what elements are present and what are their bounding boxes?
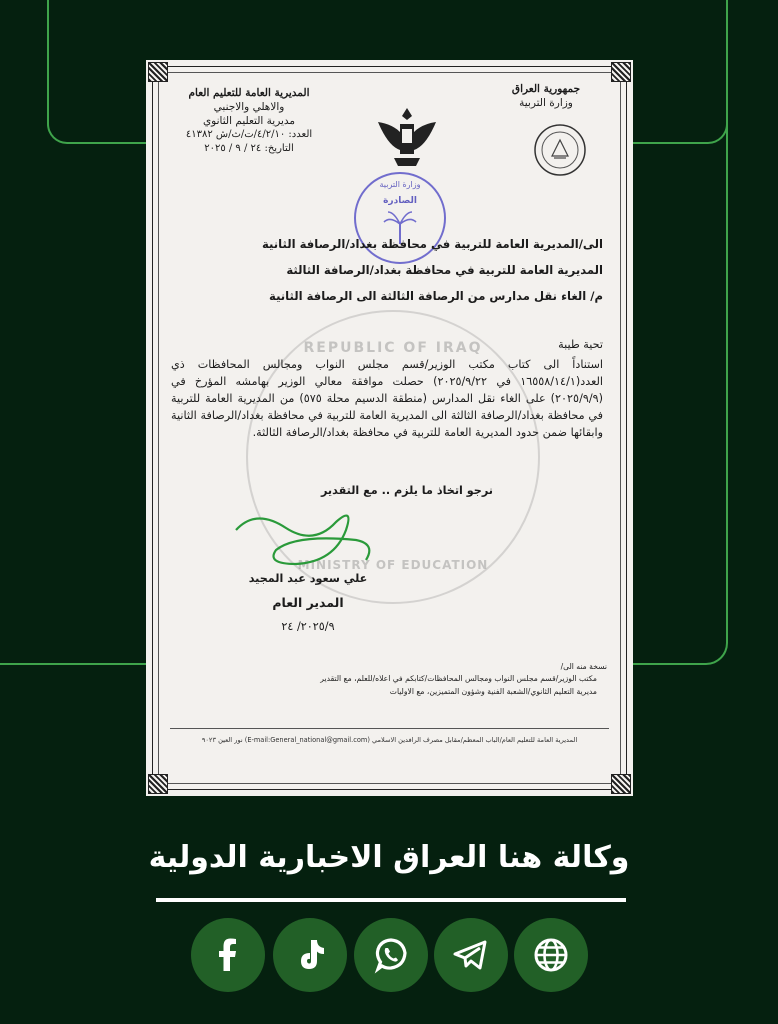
corner-ornament — [148, 62, 168, 82]
greeting: تحية طيبة — [558, 338, 603, 351]
directorate-line2: والاهلي والاجنبي — [213, 101, 285, 113]
sign-date: ٢٠٢٥/٩/ ٢٤ — [281, 620, 335, 633]
scanned-letter — [146, 60, 633, 796]
website-button[interactable] — [514, 918, 588, 992]
reference-date: التاريخ: ٢٤ / ٩ / ٢٠٢٥ — [204, 143, 294, 154]
cc-item-1: مكتب الوزير/قسم مجلس النواب ومجالس المحافظات/كتابكم في اعلاه/للعلم، مع التقدير — [320, 674, 597, 683]
eagle-emblem-icon — [374, 102, 440, 170]
brand-underline — [156, 898, 626, 902]
globe-icon — [529, 933, 573, 977]
corner-ornament — [611, 62, 631, 82]
whatsapp-button[interactable] — [354, 918, 428, 992]
right-header — [174, 86, 324, 156]
tiktok-icon — [290, 935, 330, 975]
ministry-logo-icon — [532, 122, 588, 178]
letter-body: استناداً الى كتاب مكتب الوزير/قسم مجلس النواب ومجالس المحافظات ذي العدد(١٦٥٥٨/١٤/١ في ٢٠٢٥/٩/٢٢) حصلت موافقة معالي الوزير بهامشه المؤرخ في (٢٠٢٥/٩/٩) على الغاء نقل المدارس (منطقة الدسيم محلة ٥٧٥) من المديرية العامة للتربية في محافظة بغداد/الرصافة الثالثة الى المديرية العامة للتربية في محافظة بغداد/الرصافة الثانية وابقائها ضمن حدود المديرية العامة للتربية في محافظة بغداد/الرصافة الثالثة. — [171, 358, 603, 439]
directorate-line1: المديرية العامة للتعليم العام — [188, 87, 310, 99]
stamp-top-text: وزارة التربية — [379, 180, 421, 189]
subject-line: م/ الغاء نقل مدارس من الرصافة الثالثة الى الرصافة الثانية — [269, 289, 603, 303]
watermark-top-text: REPUBLIC OF IRAQ — [303, 340, 483, 356]
directorate-line3: مديرية التعليم الثانوي — [202, 115, 296, 127]
footer-rule — [170, 728, 609, 729]
ministry-name: وزارة التربية — [519, 97, 573, 109]
footer-address: المديرية العامة للتعليم العام/الباب المعظم/مقابل مصرف الرافدين الاسلامي (E-mail:General_national@gmail.com) نور العين ٩٠٢٣ — [201, 736, 578, 744]
facebook-button[interactable] — [191, 918, 265, 992]
recipient-line-2: المديرية العامة للتربية في محافظة بغداد/الرصافة الثالثة — [286, 263, 603, 277]
corner-ornament — [148, 774, 168, 794]
facebook-icon — [208, 935, 248, 975]
agency-name: وكالة هنا العراق الاخبارية الدولية — [148, 840, 630, 875]
telegram-button[interactable] — [434, 918, 508, 992]
stamp-mid-text: الصادرة — [383, 196, 417, 206]
signer-title: المدير العام — [272, 595, 344, 610]
tiktok-button[interactable] — [273, 918, 347, 992]
country-name: جمهورية العراق — [511, 83, 581, 95]
watermark-bottom-text: MINISTRY OF EDUCATION — [297, 558, 489, 572]
left-header — [481, 82, 611, 110]
cc-title: نسخة منه الى/ — [560, 662, 607, 671]
reference-number: العدد: ٤/٢/١٠/ت/ث/ش ٤١٣٨٢ — [185, 129, 313, 140]
signature-scribble — [226, 500, 386, 580]
cc-item-2: مديرية التعليم الثانوي/الشعبة الفنية وشؤون المتميزين، مع الاوليات — [389, 687, 597, 696]
recipient-line-1: الى/المديرية العامة للتربية في محافظة بغداد/الرصافة الثانية — [262, 237, 603, 251]
telegram-icon — [449, 933, 493, 977]
closing-line: نرجو اتخاذ ما يلزم .. مع التقدير — [320, 484, 493, 497]
whatsapp-icon — [369, 933, 413, 977]
signer-name: علي سعود عبد المجيد — [248, 572, 368, 585]
corner-ornament — [611, 774, 631, 794]
